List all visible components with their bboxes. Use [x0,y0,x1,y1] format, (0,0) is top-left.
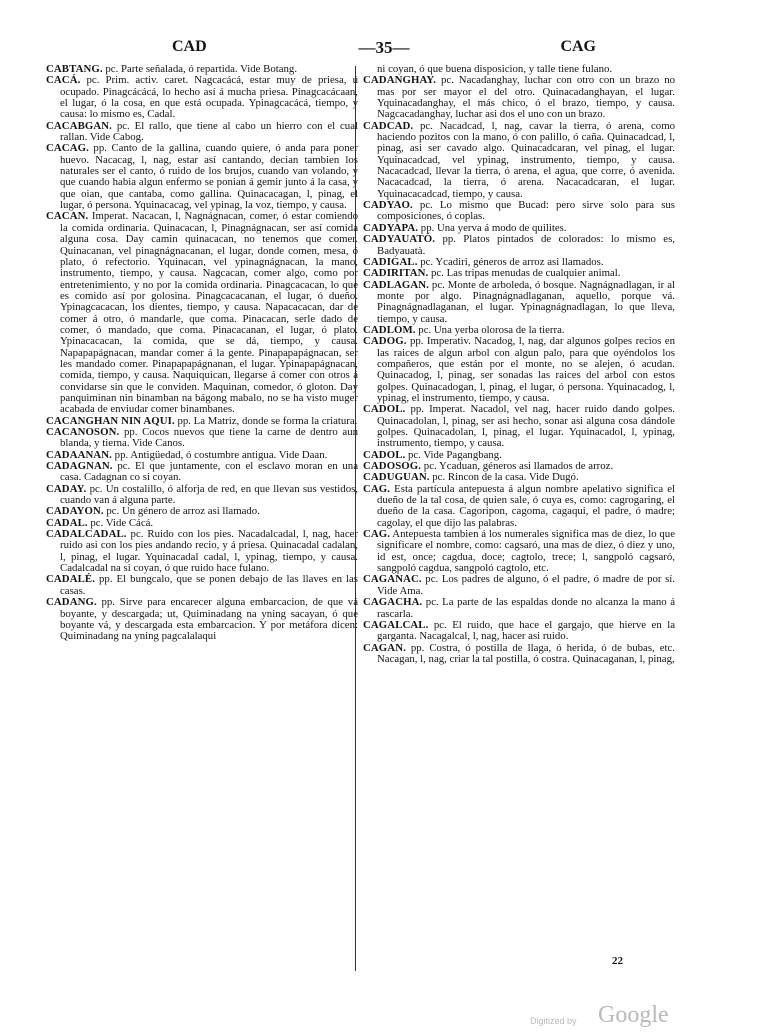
entry-definition: pc. Vide Cácá. [87,516,154,529]
entry-definition: pp. Antigüedad, ó costumbre antigua. Vide Daan. [111,448,328,461]
entry-definition: Imperat. Nacacan, l, Nagnágnacan, comer, ó estar comiendo la comida ordinaria. Quinacacan, l, Pinagnágnacan, ser así comida alguna cosa. Day camin quinacacan, no tenemos que comer. Quinacanan, vel pinagnágnacanan, el lugar, donde comen, mesa, ó plato, ó refectorio. Yquinacan, vel ypinagnágnacan, la mano, instrumento, tiempo, y causa. Nagcacan, comer algo, como por entretenimiento, y no por la comida ordinaria. Pinagcacacan, lo que es comido así por golosina. Pinagcacacanan, el lugar, ó dueño. Ypinagcacacan, los dientes, tiempo, y causa. Napacacacan, dar de comer á otro, ó mandarle, que coma. Pinacacan, serle dado de comer, ó mandado, que coma. Pinacacanan, el lugar, ó plato. Ypinacacacan, la comida, que se dá, tiempo, y causa. Napapapágnacan, mandar comer á la gente. Pinapapapágnacan, ser les mandado comer. Pinapapapágnanan, el lugar. Ypinapapágnacan, comida, tiempo, y causa. Naquiquican, llegarse á comer con otros á convidarse sin que le conviden. Maquinan, comedor, ó gloton. Day panquiminan nin binamban na bágong mabalo, no se ha visto muger acabada de enviudar comer binambanes. [60,210,358,416]
dictionary-entry [46,211,358,415]
entry-headword: CADALÉ. [46,573,95,586]
entry-headword: CADYAPA. [363,221,419,234]
entry-headword: CADCAD. [363,119,414,132]
entry-headword: CADAANAN. [46,448,112,461]
entry-headword: CADOG. [363,335,407,348]
entry-definition: ni coyan, ó que buena disposicion, y talle tiene fulano. [377,63,613,75]
entry-definition: pc. Las tripas menudas de cualquier animal. [428,267,621,280]
dictionary-entry [363,280,675,325]
signature-mark: 22 [612,955,623,967]
dictionary-entry [46,574,358,597]
entry-definition: pp. Platos pintados de colorados: lo mismo es, Badyauatà. [377,233,675,257]
entry-definition: pc. Prim. activ. caret. Nagcacácá, estar muy de priesa, ú ocupado. Pinagcácácá, lo hecho así á mucha priesa. Pinagcacácaan, el lugar, ó la cosa, en que está ocupada. Ypinagcacácá, tiempo, y causa: lo mismo es, Cadal. [60,74,358,121]
entry-definition: pc. El que juntamente, con el esclavo moran en una casa. Cadagnan co si coyan. [60,460,358,484]
entry-definition: pc. Vide Pagangbang. [405,448,502,461]
entry-definition: pp. La Matriz, donde se forma la criatura. [174,414,358,427]
left-column [46,64,358,643]
entry-definition: pp. Imperat. Nacadol, vel nag, hacer ruido dando golpes. Quinacadolan, l, pinag, ser asi hecho, sonar asi alguna cosa dándole golpes. Quinacadolan, l, pinag, el lugar. Yquinacadol, l, ypinag, instrumento, tiempo, y causa. [377,403,675,450]
dictionary-entry [46,75,358,120]
entry-headword: CACAG. [46,142,89,155]
entry-headword: CAGALCAL. [363,618,429,631]
entry-definition: pc. Rincon de la casa. Vide Dugó. [429,471,579,484]
entry-headword: CACABGAN. [46,119,112,132]
entry-headword: CADOSOG. [363,460,422,473]
entry-definition: pp. Una yerva á modo de quilites. [418,221,567,234]
entry-headword: CADYAUATÓ. [363,233,436,246]
entry-definition: pp. Cocos nuevos que tiene la carne de dentro aun blanda, y tierna. Vide Canos. [60,426,358,450]
digitized-by-text: Digitized by [530,1016,577,1026]
entry-headword: CADANGHAY. [363,74,437,87]
dictionary-entry [46,461,358,484]
entry-headword: CACANOSON. [46,426,120,438]
dictionary-entry [363,529,675,574]
entry-headword: CAGANAC. [363,573,422,586]
entry-definition: pp. Imperativ. Nacadog, l, nag, dar algunos golpes recios en las raices de algun arbol con algun palo, para que oyéndolos los compañeros, que están por el monte, no se alejen, ó acudan. Quinacadog, l, pinag, ser sonadas las raices del arbol con estos golpes. Quinacadogan, l, pinag, el lugar, ó persona. Yquinacadog, l, ypinag, el instrumento, tiempo, y causa. [377,335,675,404]
dictionary-entry [363,336,675,404]
dictionary-entry [46,597,358,642]
page-number: —35— [358,38,410,57]
entry-definition: pc. La parte de las espaldas donde no alcanza la mano á rascarla. [377,596,675,620]
entry-headword: CADIRITAN. [363,267,429,280]
google-logo: Google [598,1002,669,1028]
dictionary-entry [46,427,358,450]
entry-headword: CADOL. [363,403,406,416]
entry-headword: CADIGAL. [363,255,418,268]
digitized-footer [520,1002,750,1034]
entry-definition: pc. Un género de arroz asi llamado. [103,505,260,518]
entry-headword: CADLOM. [363,323,416,336]
dictionary-entry [363,121,675,200]
entry-definition: pc. Los padres de alguno, ó el padre, ó madre de por sí. Vide Ama. [377,573,675,597]
entry-headword: CACAN. [46,210,89,223]
entry-headword: CAG. [363,528,391,541]
dictionary-entry [363,404,675,449]
entry-definition: pp. Costra, ó postilla de llaga, ó herida, ó de bubas, etc. Nacagan, l, nag, criar la tal postilla, ó costra. Quinacaganan, l, pinag, [377,641,675,665]
entry-definition: pc. Un costalillo, ó alforja de red, en que llevan sus vestidos, cuando van á alguna parte. [60,482,358,507]
entry-headword: CACANGHAN NIN AQUI. [46,414,175,427]
dictionary-entry [363,484,675,529]
right-column [363,64,675,665]
entry-definition: pc. Lo mismo que Bucad: pero sirve solo para sus composiciones, ó coplas. [377,199,675,223]
entry-headword: CABTANG. [46,63,103,75]
header-right-guideword: CAG [560,38,596,55]
entry-headword: CADYAO. [363,199,413,212]
entry-definition: Esta partícula antepuesta á algun nombre apelativo significa el dueño de la tal cosa, de quien sale, ó cuya es, como: cagrogaring, el dueño de la casa. Cagoripon, cagoma, cagaqui, el padre, ó madre; cagolay, el que dijo las palabras. [377,482,675,529]
entry-definition: pc. El rallo, que tiene al cabo un hierro con el cual rallan. Vide Cabog. [60,119,358,144]
dictionary-entry [363,597,675,620]
entry-definition: pc. Una yerba olorosa de la tierra. [415,323,565,336]
dictionary-entry [363,200,675,223]
entry-definition: pc. Monte de arboleda, ó bosque. Nagnágnadlagan, ir al monte por algo. Pinagnágnadlaganan, aquello, porque vá. Pinagnágnadlaganan, el lugar. Ypinagnágnadlagan, lo que lleva, tiempo, y causa. [377,278,675,325]
entry-headword: CADANG. [46,596,97,609]
entry-headword: CADAGNAN. [46,460,113,473]
entry-definition: pc. El ruido, que hace el gargajo, que hierve en la garganta. Nacagalcal, l, nag, hacer asi ruido. [377,618,675,643]
dictionary-entry [46,143,358,211]
entry-headword: CADAY. [46,482,87,495]
dictionary-entry [363,620,675,643]
entry-headword: CAG. [363,482,391,495]
entry-headword: CAGAN. [363,641,406,654]
entry-headword: CADAL. [46,516,88,529]
entry-definition: pc. Parte señalada, ó repartida. Vide Botang. [102,63,298,75]
entry-definition: pc. Nacadanghay, luchar con otro con un brazo no mas por ser mayor el del otro. Quinacadanghayan, el lugar. Yquinacadanghay, el más chico, ó el brazo, tiempo, y causa. Nagcacadanghay, luchar asi dos el uno con un brazo. [377,74,675,121]
entry-headword: CADUGUAN. [363,471,430,484]
entry-definition: Antepuesta tambien á los numerales significa mas de diez, lo que significare el nombre, como: cagsaró, una mas de diez, ó diez y uno, id est, once; cagdua, doce; cagtolo, trece; l, sangpoló cagsaró, sangpoló cagdua, sangpoló cagtolo, etc. [377,528,675,575]
dictionary-entry [363,75,675,120]
entry-definition: pp. Canto de la gallina, cuando quiere, ó anda para poner huevo. Nacacag, l, nag, estar así cantando, decian tambien los naturales ser el canto, ó ruido de los brujos, cuando van volando, y que cuando habia algun enfermo se ponian á gemir junto á la casa, y que oian, que cantaba, como gallina. Quinacacagan, l, pinag, el lugar, ó persona. Yquinacacag, vel ypinag, la voz, tiempo, y causa. [60,142,358,212]
entry-definition: pc. Ruido con los pies. Nacadalcadal, l, nag, hacer ruido asi con los pies andando recio, y á priesa. Quinacadal cadalan, l, pinag, el lugar. Yquinacadal cadal, l, ypinag, tiempo, y causa. Cadalcadal na si coyan, ó que ruido hace fulano. [60,528,358,575]
entry-headword: CADALCADAL. [46,528,127,541]
entry-definition: pp. El bungcalo, que se ponen debajo de las llaves en las casas. [60,573,358,597]
dictionary-entry [363,234,675,257]
dictionary-entry [363,643,675,666]
entry-headword: CACÁ. [46,74,81,87]
page-header [44,38,724,60]
entry-headword: CADAYON. [46,505,104,518]
entry-headword: CADLAGAN. [363,278,429,291]
entry-headword: CAGACHA. [363,596,423,609]
dictionary-entry [46,484,358,507]
entry-definition: pc. Ycaduan, géneros asi llamados de arroz. [421,460,614,473]
dictionary-entry [363,574,675,597]
header-left-guideword: CAD [172,38,207,55]
entry-definition: pp. Sirve para encarecer alguna embarcacion, de que vá boyante, y descargada; ut, Quiminadang na yning sacayan, ó que boyante vá, y descargada esta embarcacion. Y por metáfora dicen: Quiminadang na yning pagcalalaqui [60,596,358,643]
entry-definition: pc. Nacadcad, l, nag, cavar la tierra, ó arena, como haciendo pozitos con la mano, ó con palillo, ó caña. Quinacadcad, l, pinag, asi ser cavado algo. Quinacadcaran, vel pinag, el lugar. Yquinacadcad, vel ypinag, instrumento, tiempo, y causa. Nacacadcad, llevar la tierra, ó arena, el agua, que corre, ó avenida. Nacacadcad, la tierra, ó arena. Nacacadcaran, el lugar. Yquinacacadcad, tiempo, y causa. [377,119,675,200]
dictionary-entry [46,529,358,574]
entry-definition: pc. Ycadiri, géneros de arroz asi llamados. [417,255,604,268]
entry-headword: CADOL. [363,448,406,461]
dictionary-entry [46,121,358,144]
